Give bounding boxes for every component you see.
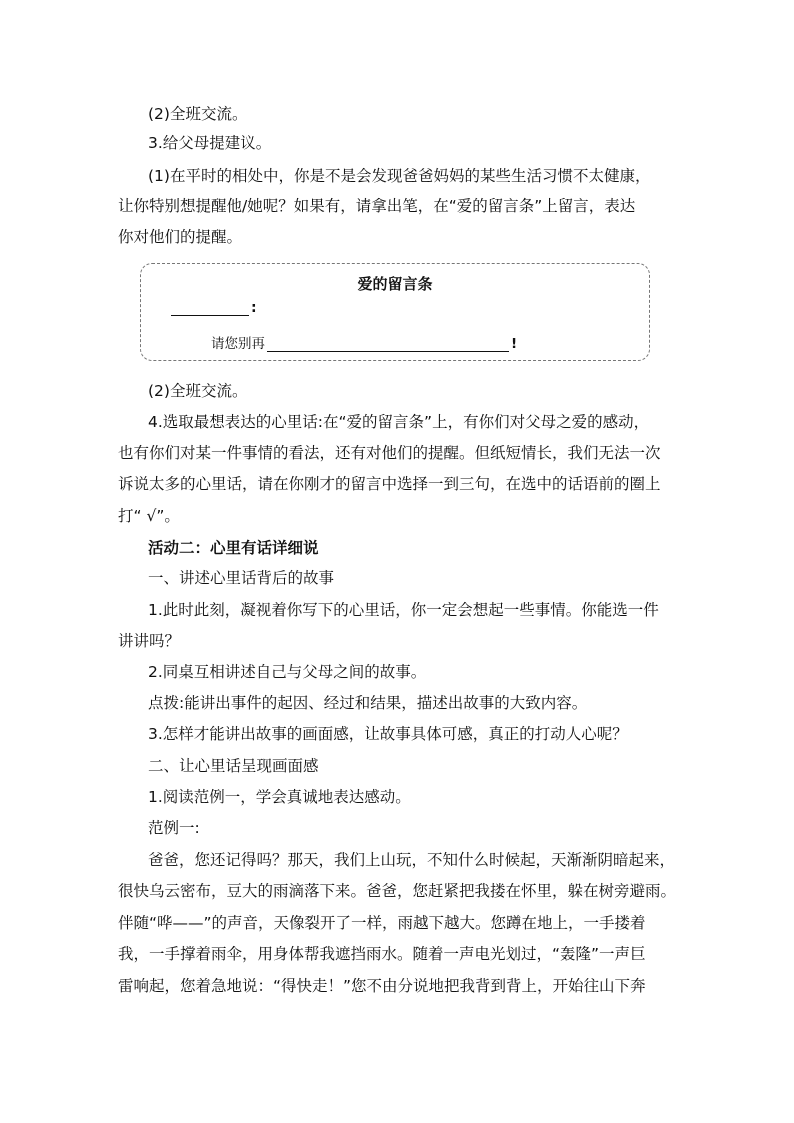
paragraph-line: 一、讲述心里话背后的故事 [148, 569, 335, 587]
message-blank[interactable] [267, 339, 509, 352]
paragraph-line: 2.同桌互相讲述自己与父母之间的故事。 [148, 663, 427, 681]
paragraph-line: 讲讲吗？ [118, 632, 181, 650]
paragraph-line: 打“ √”。 [118, 507, 180, 525]
note-suffix: ! [511, 336, 518, 352]
paragraph-line: 范例一: [148, 819, 200, 837]
paragraph-line: 3.给父母提建议。 [148, 134, 272, 152]
note-title: 爱的留言条 [357, 275, 433, 293]
recipient-blank[interactable] [171, 314, 249, 316]
paragraph-line: 伴随“哗——”的声音，天像裂开了一样，雨越下越大。您蹲在地上，一手搂着 [118, 914, 646, 932]
paragraph-line: 让你特别想提醒他/她呢？如果有，请拿出笔，在“爱的留言条”上留言，表达 [118, 197, 636, 215]
paragraph-line: 3.怎样才能讲出故事的画面感，让故事具体可感，真正的打动人心呢？ [148, 725, 628, 743]
paragraph-line: 很快乌云密布，豆大的雨滴落下来。爸爸，您赶紧把我搂在怀里，躲在树旁避雨。 [118, 882, 677, 900]
paragraph-line: 4.选取最想表达的心里话:在“爱的留言条”上，有你们对父母之爱的感动， [148, 413, 650, 431]
paragraph-line: 点拨:能讲出事件的起因、经过和结果，描述出故事的大致内容。 [148, 694, 588, 712]
paragraph-line: (2)全班交流。 [148, 382, 248, 400]
paragraph-line: (1)在平时的相处中，你是不是会发现爸爸妈妈的某些生活习惯不太健康， [148, 167, 651, 185]
paragraph-line: 也有你们对某一件事情的看法，还有对他们的提醒。但纸短情长，我们无法一次 [118, 444, 661, 462]
paragraph-line: (2)全班交流。 [148, 105, 248, 123]
paragraph-line: 诉说太多的心里话，请在你刚才的留言中选择一到三句，在选中的话语前的圈上 [118, 475, 661, 493]
note-message-row [211, 332, 517, 352]
paragraph-line: 1.阅读范例一，学会真诚地表达感动。 [148, 788, 411, 806]
section-heading: 活动二：心里有话详细说 [148, 539, 319, 557]
love-message-note [140, 263, 650, 361]
paragraph-line: 我，一手撑着雨伞，用身体帮我遮挡雨水。随着一声电光划过，“轰隆”一声巨 [118, 945, 646, 963]
paragraph-line: 爸爸，您还记得吗？那天，我们上山玩，不知什么时候起，天渐渐阴暗起来， [148, 851, 676, 869]
paragraph-line: 你对他们的提醒。 [118, 228, 243, 246]
paragraph-line: 二、让心里话呈现画面感 [148, 757, 319, 775]
note-prefix: 请您别再 [211, 336, 265, 352]
note-colon: : [251, 300, 257, 316]
paragraph-line: 雷响起，您着急地说：“得快走！”您不由分说地把我背到背上，开始往山下奔 [118, 977, 646, 995]
paragraph-line: 1.此时此刻，凝视着你写下的心里话，你一定会想起一些事情。你能选一件 [148, 601, 659, 619]
